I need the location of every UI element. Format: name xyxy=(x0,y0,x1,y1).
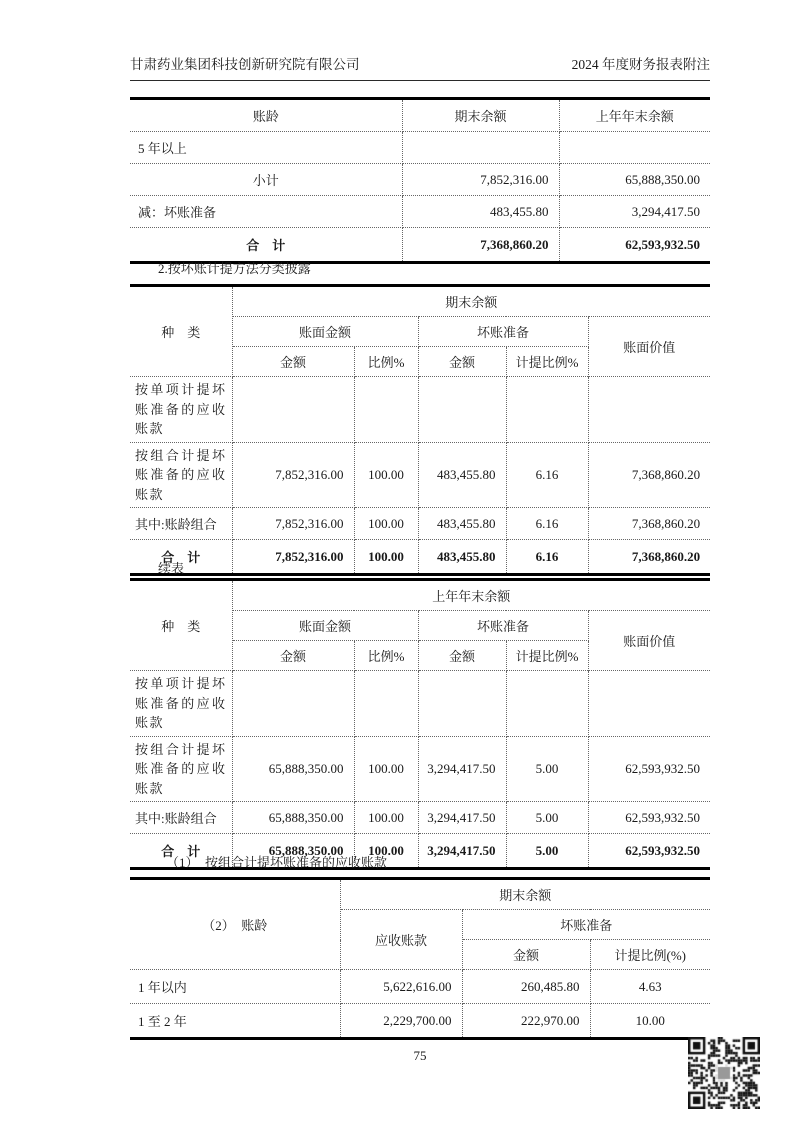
row-label-within-1-year: 1 年以内 xyxy=(130,970,340,1004)
column-header-category: 种 类 xyxy=(130,580,232,671)
cell-bd-amount: 222,970.00 xyxy=(462,1004,590,1039)
column-header-prior-balance: 上年年末余额 xyxy=(232,580,710,611)
cell-bd-amount: 260,485.80 xyxy=(462,970,590,1004)
column-header-amount: 金额 xyxy=(418,641,506,671)
cell-amount-total: 65,888,350.00 xyxy=(232,834,354,869)
column-header-ending-balance: 期末余额 xyxy=(402,99,559,132)
cell-amount: 7,852,316.00 xyxy=(232,508,354,540)
column-header-bad-debt: 坏账准备 xyxy=(418,611,588,641)
table-row xyxy=(130,196,710,228)
table-row xyxy=(130,508,710,540)
cell-bd-amount: 3,294,417.50 xyxy=(418,736,506,802)
column-header-amount: 金额 xyxy=(462,940,590,970)
table-row xyxy=(130,736,710,802)
cell-book-value: 62,593,932.50 xyxy=(588,802,710,834)
cell-ending: 7,852,316.00 xyxy=(402,164,559,196)
column-header-bad-debt: 坏账准备 xyxy=(418,317,588,347)
cell-ratio: 100.00 xyxy=(354,442,418,508)
cell-book-value xyxy=(588,377,710,443)
cell-bd-ratio: 5.00 xyxy=(506,736,588,802)
cell-ratio-total: 100.00 xyxy=(354,540,418,575)
table-header-row xyxy=(130,286,710,317)
page-header xyxy=(130,53,710,81)
column-header-ending-balance: 期末余额 xyxy=(340,879,710,910)
row-label-subtotal: 小计 xyxy=(130,164,402,196)
cell-bd-amount xyxy=(418,671,506,737)
table-row xyxy=(130,132,710,164)
page-number: 75 xyxy=(413,1048,427,1063)
table-row xyxy=(130,164,710,196)
cell-bd-ratio-total: 6.16 xyxy=(506,540,588,575)
cell-amount: 7,852,316.00 xyxy=(232,442,354,508)
section-label-method-disclosure: 2.按坏账计提方法分类披露 xyxy=(158,261,311,276)
row-label-1-to-2-years: 1 至 2 年 xyxy=(130,1004,340,1039)
column-header-amount: 金额 xyxy=(418,347,506,377)
table-row xyxy=(130,377,710,443)
row-label-portfolio: 按组合计提坏账准备的应收账款 xyxy=(130,736,232,802)
continued-table-label: 续表 xyxy=(158,561,185,576)
column-header-receivable: 应收账款 xyxy=(340,910,462,970)
cell-prior xyxy=(559,132,710,164)
cell-receivable: 2,229,700.00 xyxy=(340,1004,462,1039)
table-header-row xyxy=(130,580,710,611)
column-header-provision-ratio: 计提比例% xyxy=(506,347,588,377)
cell-prior: 65,888,350.00 xyxy=(559,164,710,196)
cell-bd-amount-total: 483,455.80 xyxy=(418,540,506,575)
column-header-book-amount: 账面金额 xyxy=(232,317,418,347)
cell-ratio: 100.00 xyxy=(354,802,418,834)
cell-amount-total: 7,852,316.00 xyxy=(232,540,354,575)
column-header-provision-ratio: 计提比例% xyxy=(506,641,588,671)
table-header-row xyxy=(130,99,710,132)
table-total-row xyxy=(130,228,710,263)
column-header-ratio: 比例% xyxy=(354,347,418,377)
row-label-individual: 按单项计提坏账准备的应收账款 xyxy=(130,377,232,443)
cell-amount: 65,888,350.00 xyxy=(232,802,354,834)
row-label-portfolio: 按组合计提坏账准备的应收账款 xyxy=(130,442,232,508)
cell-amount xyxy=(232,671,354,737)
cell-amount xyxy=(232,377,354,443)
cell-ratio-total: 100.00 xyxy=(354,834,418,869)
bad-debt-method-table-prior xyxy=(130,578,710,870)
row-label-total: 合 计 xyxy=(130,540,232,575)
row-label-total: 合 计 xyxy=(130,834,232,869)
cell-bd-amount: 3,294,417.50 xyxy=(418,802,506,834)
cell-ratio: 100.00 xyxy=(354,508,418,540)
column-header-book-value: 账面价值 xyxy=(588,611,710,671)
cell-book-value xyxy=(588,671,710,737)
cell-amount: 65,888,350.00 xyxy=(232,736,354,802)
row-label-aging-portfolio: 其中:账龄组合 xyxy=(130,508,232,540)
qr-code xyxy=(688,1037,760,1109)
column-header-ratio: 比例% xyxy=(354,641,418,671)
column-header-amount: 金额 xyxy=(232,347,354,377)
report-title: 2024 年度财务报表附注 xyxy=(571,57,710,72)
column-header-ending-balance: 期末余额 xyxy=(232,286,710,317)
aging-portfolio-table xyxy=(130,877,710,1040)
row-label-less-provision: 减：坏账准备 xyxy=(130,196,402,228)
cell-ending xyxy=(402,132,559,164)
cell-bd-ratio: 5.00 xyxy=(506,802,588,834)
cell-bd-ratio-total: 5.00 xyxy=(506,834,588,869)
cell-book-value: 7,368,860.20 xyxy=(588,442,710,508)
row-label-individual: 按单项计提坏账准备的应收账款 xyxy=(130,671,232,737)
table-header-row xyxy=(130,879,710,910)
cell-ending: 483,455.80 xyxy=(402,196,559,228)
row-label: 5 年以上 xyxy=(130,132,402,164)
company-name: 甘肃药业集团科技创新研究院有限公司 xyxy=(130,57,360,72)
cell-bd-ratio xyxy=(506,377,588,443)
cell-bd-ratio: 4.63 xyxy=(590,970,710,1004)
cell-ratio: 100.00 xyxy=(354,736,418,802)
column-header-bad-debt: 坏账准备 xyxy=(462,910,710,940)
column-header-aging: （2） 账龄 xyxy=(130,879,340,970)
table-row xyxy=(130,1004,710,1039)
column-header-category: 种 类 xyxy=(130,286,232,377)
row-label-aging-portfolio: 其中:账龄组合 xyxy=(130,802,232,834)
cell-bd-amount-total: 3,294,417.50 xyxy=(418,834,506,869)
column-header-prior-balance: 上年年末余额 xyxy=(559,99,710,132)
cell-bd-amount xyxy=(418,377,506,443)
column-header-provision-ratio: 计提比例(%) xyxy=(590,940,710,970)
table-row xyxy=(130,970,710,1004)
cell-book-value: 7,368,860.20 xyxy=(588,508,710,540)
column-header-book-amount: 账面金额 xyxy=(232,611,418,641)
table-row xyxy=(130,802,710,834)
cell-bd-ratio: 6.16 xyxy=(506,508,588,540)
cell-book-value-total: 62,593,932.50 xyxy=(588,834,710,869)
cell-book-value-total: 7,368,860.20 xyxy=(588,540,710,575)
cell-prior: 3,294,417.50 xyxy=(559,196,710,228)
column-header-book-value: 账面价值 xyxy=(588,317,710,377)
cell-ratio xyxy=(354,377,418,443)
column-header-aging: 账龄 xyxy=(130,99,402,132)
bad-debt-method-table-current xyxy=(130,284,710,576)
cell-bd-ratio: 10.00 xyxy=(590,1004,710,1039)
cell-bd-ratio: 6.16 xyxy=(506,442,588,508)
cell-prior-total: 62,593,932.50 xyxy=(559,228,710,263)
cell-bd-amount: 483,455.80 xyxy=(418,442,506,508)
cell-bd-amount: 483,455.80 xyxy=(418,508,506,540)
cell-receivable: 5,622,616.00 xyxy=(340,970,462,1004)
cell-bd-ratio xyxy=(506,671,588,737)
note-portfolio-label: （1） 按组合计提坏账准备的应收账款 xyxy=(166,855,388,870)
cell-ending-total: 7,368,860.20 xyxy=(402,228,559,263)
cell-ratio xyxy=(354,671,418,737)
aging-summary-table xyxy=(130,97,710,264)
table-row xyxy=(130,671,710,737)
column-header-amount: 金额 xyxy=(232,641,354,671)
cell-book-value: 62,593,932.50 xyxy=(588,736,710,802)
row-label-total: 合 计 xyxy=(130,228,402,263)
table-row xyxy=(130,442,710,508)
